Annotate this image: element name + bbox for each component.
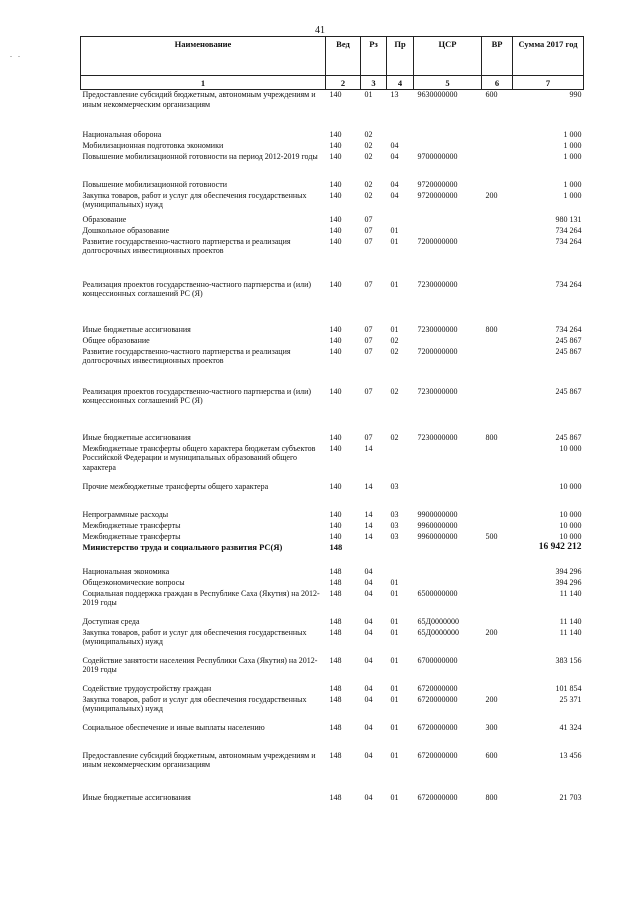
table-row: [81, 130, 584, 141]
row-rz: 07: [364, 214, 373, 224]
row-ved: 140: [329, 140, 342, 150]
row-name: Национальная оборона: [82, 129, 162, 139]
row-csr: 6500000000: [417, 588, 458, 598]
table-row: [81, 510, 584, 521]
row-ved: 140: [329, 346, 342, 356]
row-pr: [387, 130, 414, 141]
row-pr: 02: [390, 346, 399, 356]
row-rz: 04: [364, 616, 373, 626]
header-name: Наименование: [81, 37, 326, 76]
row-pr: 01: [390, 324, 399, 334]
row-pr: 01: [390, 225, 399, 235]
row-csr: [414, 578, 482, 589]
table-row: [81, 325, 584, 336]
row-csr: 6720000000: [417, 792, 458, 802]
row-name: Повышение мобилизационной готовности на период 2012-2019 годы: [82, 151, 318, 161]
row-name: Социальная поддержка граждан в Республике Саха (Якутия) на 2012-2019 годы: [82, 588, 320, 608]
table-row: [81, 589, 584, 617]
row-name: Развитие государственно-частного партнерства и реализация долгосрочных инвестиционных проектов: [82, 346, 291, 366]
row-pr: 01: [390, 655, 399, 665]
table-row: [81, 695, 584, 723]
row-vr: [482, 482, 513, 510]
row-ved: 148: [329, 722, 342, 732]
column-number: 3: [361, 76, 387, 90]
row-name: Межбюджетные трансферты: [82, 531, 181, 541]
row-pr: [387, 567, 414, 578]
row-rz: 04: [364, 655, 373, 665]
row-pr: 04: [390, 179, 399, 189]
row-sum: 11 140: [559, 616, 582, 626]
row-csr: [414, 482, 482, 510]
row-vr: 300: [485, 722, 498, 732]
row-vr: [482, 578, 513, 589]
row-vr: 200: [485, 190, 498, 200]
row-rz: 07: [364, 236, 373, 246]
row-name: Общее образование: [82, 335, 150, 345]
row-sum: 10 000: [559, 531, 582, 541]
row-name: Непрограммные расходы: [82, 509, 169, 519]
row-rz: 07: [364, 432, 373, 442]
row-pr: 03: [390, 520, 399, 530]
row-pr: 02: [390, 432, 399, 442]
row-name: Реализация проектов государственно-частного партнерства и (или) концессионных соглашений РС (Я): [82, 386, 312, 406]
row-ved: 148: [329, 541, 343, 552]
row-sum: 980 131: [555, 214, 582, 224]
row-pr: 03: [390, 481, 399, 491]
row-pr: 01: [390, 627, 399, 637]
row-csr: [414, 336, 482, 347]
header-row: [81, 37, 584, 76]
row-pr: 01: [390, 279, 399, 289]
row-ved: 148: [329, 627, 342, 637]
column-number: 5: [414, 76, 482, 90]
row-csr: [414, 543, 482, 567]
row-pr: 01: [390, 750, 399, 760]
row-vr: [482, 617, 513, 628]
row-sum: 245 867: [555, 346, 582, 356]
row-sum: 1 000: [563, 140, 582, 150]
row-ved: 148: [329, 616, 342, 626]
row-rz: 04: [364, 627, 373, 637]
row-rz: 07: [364, 386, 373, 396]
row-vr: [482, 152, 513, 180]
row-sum: 10 000: [559, 520, 582, 530]
row-name: Содействие трудоустройству граждан: [82, 683, 212, 693]
row-pr: 04: [390, 151, 399, 161]
table-row: [81, 444, 584, 482]
row-pr: 04: [390, 140, 399, 150]
row-rz: 04: [364, 694, 373, 704]
row-sum: 101 854: [555, 683, 582, 693]
row-ved: 140: [329, 432, 342, 442]
row-vr: 600: [485, 90, 498, 99]
row-sum: 734 264: [555, 225, 582, 235]
row-rz: 04: [364, 577, 373, 587]
row-ved: 148: [329, 792, 342, 802]
row-name: Развитие государственно-частного партнерства и реализация долгосрочных инвестиционных проектов: [82, 236, 291, 256]
row-pr: 01: [390, 722, 399, 732]
row-csr: 7230000000: [417, 279, 458, 289]
table-row: [81, 215, 584, 226]
row-pr: 01: [390, 792, 399, 802]
table-row: [81, 567, 584, 578]
row-csr: 65Д0000000: [417, 616, 459, 626]
row-name: Предоставление субсидий бюджетным, автономным учреждениям и иным некоммерческим организациям: [82, 750, 316, 770]
row-vr: [482, 387, 513, 433]
row-sum: 41 324: [559, 722, 582, 732]
row-sum: 11 140: [559, 627, 582, 637]
row-sum: 10 000: [559, 509, 582, 519]
header-ved: Вед: [326, 37, 361, 76]
column-number: 6: [482, 76, 513, 90]
row-pr: 02: [390, 386, 399, 396]
row-rz: 07: [364, 335, 373, 345]
table-row: [81, 433, 584, 444]
row-ved: 140: [329, 90, 342, 99]
row-rz: 02: [364, 140, 373, 150]
row-name: Повышение мобилизационной готовности: [82, 179, 228, 189]
row-csr: 9700000000: [417, 151, 458, 161]
row-csr: 7230000000: [417, 386, 458, 396]
row-pr: 04: [390, 190, 399, 200]
row-vr: 200: [485, 694, 498, 704]
row-csr: 6720000000: [417, 694, 458, 704]
row-rz: 04: [364, 588, 373, 598]
row-sum: 245 867: [555, 386, 582, 396]
column-number-row: [81, 76, 584, 90]
row-vr: [482, 336, 513, 347]
row-sum: 1 000: [563, 190, 582, 200]
table-row: [81, 793, 584, 804]
row-vr: [482, 280, 513, 325]
row-ved: 140: [329, 129, 342, 139]
row-ved: 148: [329, 577, 342, 587]
table-row: [81, 684, 584, 695]
row-csr: 9720000000: [417, 179, 458, 189]
row-csr: 9900000000: [417, 509, 458, 519]
table-body: [81, 90, 584, 804]
row-ved: 140: [329, 225, 342, 235]
row-name: Реализация проектов государственно-частного партнерства и (или) концессионных соглашений РС (Я): [82, 279, 312, 299]
row-sum: 1 000: [563, 179, 582, 189]
row-name: Дошкольное образование: [82, 225, 170, 235]
column-number: 7: [513, 76, 584, 90]
row-rz: 14: [364, 531, 373, 541]
row-ved: 140: [329, 335, 342, 345]
row-csr: 6720000000: [417, 683, 458, 693]
row-name: Иные бюджетные ассигнования: [82, 324, 191, 334]
row-rz: 07: [364, 346, 373, 356]
row-vr: 600: [485, 750, 498, 760]
row-sum: 990: [569, 90, 582, 99]
row-name: Иные бюджетные ассигнования: [82, 792, 191, 802]
column-number: 4: [387, 76, 414, 90]
table-row: [81, 191, 584, 215]
row-csr: [414, 226, 482, 237]
row-name: Закупка товаров, работ и услуг для обеспечения государственных (муниципальных) нужд: [82, 190, 307, 210]
row-sum: 21 703: [559, 792, 582, 802]
row-vr: [482, 589, 513, 617]
row-sum: 383 156: [555, 655, 582, 665]
row-csr: 7230000000: [417, 324, 458, 334]
row-sum: 10 000: [559, 443, 582, 453]
row-name: Доступная среда: [82, 616, 140, 626]
row-vr: [482, 510, 513, 521]
row-name: Межбюджетные трансферты: [82, 520, 181, 530]
row-rz: 04: [364, 750, 373, 760]
row-pr: 03: [390, 531, 399, 541]
row-csr: 9720000000: [417, 190, 458, 200]
row-vr: [482, 141, 513, 152]
budget-table-wrapper: [80, 36, 583, 804]
row-ved: 140: [329, 520, 342, 530]
row-ved: 140: [329, 509, 342, 519]
row-vr: [482, 347, 513, 387]
row-vr: 200: [485, 627, 498, 637]
row-pr: 01: [390, 694, 399, 704]
row-ved: 140: [329, 324, 342, 334]
table-row: [81, 280, 584, 325]
row-rz: 07: [364, 324, 373, 334]
row-csr: 9630000000: [417, 90, 458, 99]
row-vr: [482, 130, 513, 141]
row-ved: 140: [329, 179, 342, 189]
row-csr: [414, 567, 482, 578]
page-number: 41: [315, 25, 325, 36]
row-sum: 25 371: [559, 694, 582, 704]
row-ved: 140: [329, 279, 342, 289]
row-csr: [414, 444, 482, 482]
row-rz: 04: [364, 683, 373, 693]
row-ved: 140: [329, 481, 342, 491]
column-number: 2: [326, 76, 361, 90]
row-ved: 148: [329, 750, 342, 760]
header-csr: ЦСР: [414, 37, 482, 76]
table-row: [81, 387, 584, 433]
row-rz: 04: [364, 722, 373, 732]
row-vr: 800: [485, 324, 498, 334]
row-csr: [414, 215, 482, 226]
row-name: Национальная экономика: [82, 566, 170, 576]
row-ved: 148: [329, 694, 342, 704]
row-rz: 07: [364, 225, 373, 235]
row-pr: 01: [390, 577, 399, 587]
row-vr: [482, 226, 513, 237]
row-rz: 02: [364, 190, 373, 200]
table-row: [81, 751, 584, 793]
row-pr: 02: [390, 335, 399, 345]
table-row: [81, 521, 584, 532]
row-ved: 148: [329, 683, 342, 693]
table-row: [81, 226, 584, 237]
row-name: Предоставление субсидий бюджетным, автономным учреждениям и иным некоммерческим организациям: [82, 90, 316, 109]
row-vr: [482, 543, 513, 567]
row-vr: 500: [485, 531, 498, 541]
row-sum: 13 456: [559, 750, 582, 760]
row-name: Прочие межбюджетные трансферты общего характера: [82, 481, 269, 491]
row-csr: 6720000000: [417, 722, 458, 732]
row-pr: 13: [390, 90, 399, 99]
row-pr: 01: [390, 683, 399, 693]
row-pr: 01: [390, 236, 399, 246]
row-ved: 140: [329, 151, 342, 161]
row-csr: [414, 130, 482, 141]
table-row: [81, 336, 584, 347]
table-row: [81, 617, 584, 628]
row-sum: 1 000: [563, 129, 582, 139]
row-vr: 800: [485, 792, 498, 802]
header-sum: Сумма 2017 год: [513, 37, 584, 76]
row-name: Мобилизационная подготовка экономики: [82, 140, 224, 150]
table-row: [81, 141, 584, 152]
row-rz: 14: [364, 520, 373, 530]
row-csr: 7200000000: [417, 236, 458, 246]
header-pr: Пр: [387, 37, 414, 76]
row-ved: 140: [329, 190, 342, 200]
row-sum: 734 264: [555, 324, 582, 334]
row-sum: 1 000: [563, 151, 582, 161]
row-ved: 140: [329, 236, 342, 246]
row-rz: [361, 543, 387, 567]
row-sum: 245 867: [555, 335, 582, 345]
row-ved: 140: [329, 443, 342, 453]
table-header: [81, 37, 584, 90]
row-ved: 148: [329, 566, 342, 576]
row-pr: [387, 444, 414, 482]
row-csr: 9960000000: [417, 531, 458, 541]
row-name: Закупка товаров, работ и услуг для обеспечения государственных (муниципальных) нужд: [82, 627, 307, 647]
row-csr: 9960000000: [417, 520, 458, 530]
row-rz: 07: [364, 279, 373, 289]
table-row: [81, 180, 584, 191]
table-row: [81, 578, 584, 589]
budget-table: [80, 36, 584, 804]
row-sum: 734 264: [555, 236, 582, 246]
row-vr: [482, 567, 513, 578]
row-rz: 02: [364, 151, 373, 161]
row-name: Содействие занятости населения Республики Саха (Якутия) на 2012-2019 годы: [82, 655, 318, 675]
row-name: Иные бюджетные ассигнования: [82, 432, 191, 442]
row-pr: 01: [390, 616, 399, 626]
row-vr: [482, 656, 513, 684]
table-row: [81, 347, 584, 387]
row-name: Министерство труда и социального развития РС(Я): [82, 541, 283, 552]
row-name: Социальное обеспечение и иные выплаты населению: [82, 722, 265, 732]
table-row: [81, 152, 584, 180]
column-number: 1: [81, 76, 326, 90]
row-vr: [482, 237, 513, 280]
table-row: [81, 90, 584, 130]
row-ved: 140: [329, 214, 342, 224]
table-row: [81, 656, 584, 684]
table-row: [81, 543, 584, 567]
row-name: Закупка товаров, работ и услуг для обеспечения государственных (муниципальных) нужд: [82, 694, 307, 714]
row-pr: [387, 215, 414, 226]
row-name: Межбюджетные трансферты общего характера бюджетам субъектов Российской Федерации и муниципальных образований общего характера: [82, 443, 316, 472]
row-rz: 02: [364, 179, 373, 189]
margin-mark: . .: [10, 50, 22, 59]
table-row: [81, 628, 584, 656]
row-vr: [482, 180, 513, 191]
row-rz: 14: [364, 509, 373, 519]
row-rz: 04: [364, 566, 373, 576]
table-row: [81, 482, 584, 510]
row-ved: 148: [329, 655, 342, 665]
header-rz: Рз: [361, 37, 387, 76]
row-rz: 14: [364, 443, 373, 453]
row-rz: 04: [364, 792, 373, 802]
table-row: [81, 237, 584, 280]
row-ved: 140: [329, 531, 342, 541]
row-csr: 6720000000: [417, 750, 458, 760]
row-csr: 7200000000: [417, 346, 458, 356]
row-sum: 245 867: [555, 432, 582, 442]
row-ved: 140: [329, 386, 342, 396]
row-pr: 01: [390, 588, 399, 598]
row-vr: [482, 444, 513, 482]
row-pr: 03: [390, 509, 399, 519]
row-csr: 7230000000: [417, 432, 458, 442]
header-vr: ВР: [482, 37, 513, 76]
row-csr: 6700000000: [417, 655, 458, 665]
row-rz: 14: [364, 481, 373, 491]
row-vr: [482, 215, 513, 226]
row-vr: [482, 521, 513, 532]
row-vr: [482, 684, 513, 695]
row-name: Образование: [82, 214, 127, 224]
row-rz: 01: [364, 90, 373, 99]
row-sum: 734 264: [555, 279, 582, 289]
row-sum: 16 942 212: [538, 541, 582, 552]
row-ved: 148: [329, 588, 342, 598]
row-csr: 65Д0000000: [417, 627, 459, 637]
row-sum: 11 140: [559, 588, 582, 598]
row-rz: 02: [364, 129, 373, 139]
table-row: [81, 723, 584, 751]
row-vr: 800: [485, 432, 498, 442]
row-sum: 10 000: [559, 481, 582, 491]
row-sum: 394 296: [555, 577, 582, 587]
table-row: [81, 532, 584, 543]
row-pr: [387, 543, 414, 567]
row-sum: 394 296: [555, 566, 582, 576]
row-name: Общеэкономические вопросы: [82, 577, 185, 587]
row-csr: [414, 141, 482, 152]
